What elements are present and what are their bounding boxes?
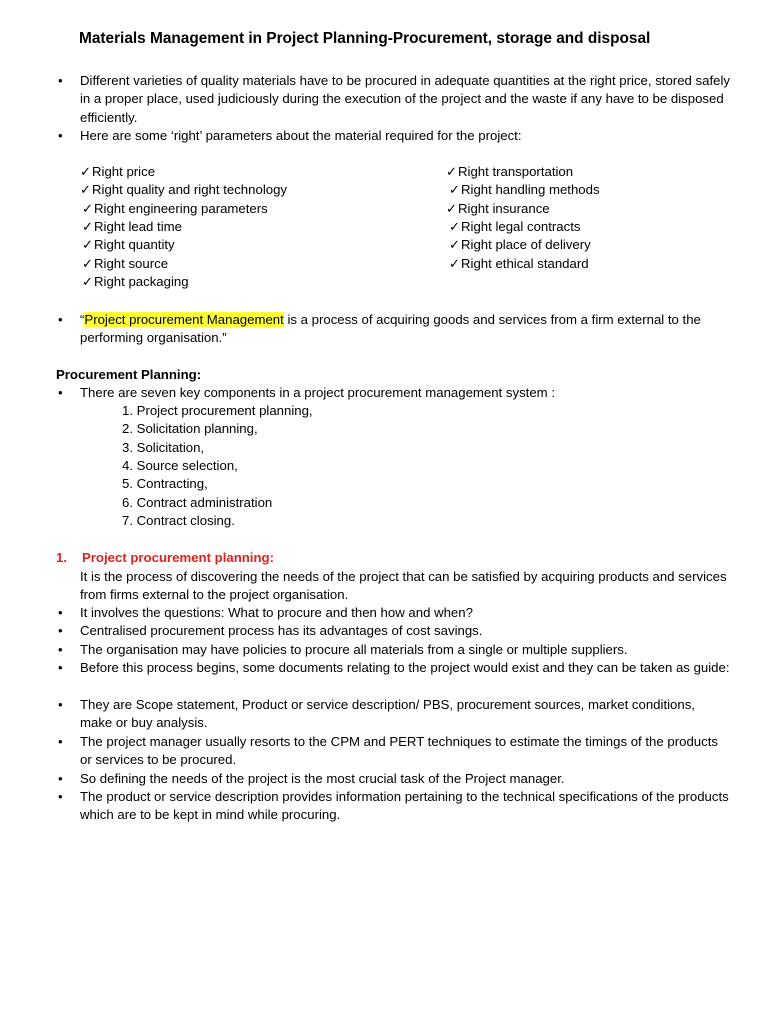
- check-item-label: Right legal contracts: [461, 218, 581, 234]
- intro-bullet-2: [58, 127, 730, 145]
- component-item: 6. Contract administration: [122, 494, 273, 510]
- component-item: 5. Contracting,: [122, 476, 208, 492]
- check-item: [449, 236, 591, 254]
- check-item-label: Right price: [92, 164, 156, 179]
- bullet-text: Centralised procurement process has its advantages of cost savings.: [80, 623, 483, 639]
- checkmark-icon: ✓: [82, 237, 94, 253]
- bullet-text: So defining the needs of the project is the most crucial task of the Project manager.: [80, 771, 565, 786]
- section-1-bullet: [58, 696, 730, 733]
- component-item: 3. Solicitation,: [122, 439, 205, 455]
- check-item-label: Right lead time: [94, 218, 182, 234]
- open-quote: “: [80, 312, 85, 327]
- bullet-text: It involves the questions: What to procure and then how and when?: [80, 605, 473, 620]
- definition-rest: is a process of acquiring goods and services from a firm external to the performing organisation.”: [80, 312, 701, 346]
- section-1-lead: It is the process of discovering the needs of the project that can be satisfied by acquiring products and services from firms external to the project organisation.: [80, 569, 727, 603]
- checkmark-icon: ✓: [82, 273, 94, 289]
- check-item-label: Right ethical standard: [461, 255, 589, 271]
- check-item-label: Right quantity: [94, 237, 175, 253]
- section-1-bullet: [58, 641, 730, 659]
- highlighted-term: Project procurement Management: [84, 312, 284, 327]
- checkmark-icon: ✓: [82, 218, 94, 234]
- bullet-icon: •: [58, 605, 63, 620]
- check-item: [449, 181, 600, 199]
- check-item-label: Right insurance: [458, 200, 550, 216]
- check-item-label: Right quality and right technology: [92, 182, 288, 198]
- section-1-bullet: [58, 733, 730, 770]
- checkmark-icon: ✓: [82, 200, 94, 216]
- checkmark-icon: ✓: [449, 218, 461, 234]
- section-1-bullet: [58, 788, 730, 825]
- bullet-text: The product or service description provides information pertaining to the technical specifications of the products which are to be kept in mind while procuring.: [80, 789, 729, 823]
- section-title: Project procurement planning:: [82, 550, 274, 565]
- check-item: [80, 163, 155, 181]
- bullet-icon: •: [58, 73, 63, 88]
- bullet-icon: •: [58, 641, 63, 657]
- bullet-text: They are Scope statement, Product or service description/ PBS, procurement sources, market conditions, make or buy analysis.: [80, 697, 695, 731]
- section-1-bullet: [58, 604, 730, 622]
- section-1-bullet: [58, 659, 730, 677]
- check-item: [82, 273, 189, 291]
- check-item: [80, 181, 287, 199]
- page-title: Materials Management in Project Planning-Procurement, storage and disposal: [79, 30, 651, 47]
- component-item: 7. Contract closing.: [122, 512, 235, 528]
- bullet-text: The project manager usually resorts to the CPM and PERT techniques to estimate the timings of the products or services to be procured.: [80, 734, 718, 768]
- component-item: 2. Solicitation planning,: [122, 421, 258, 437]
- bullet-text: The organisation may have policies to procure all materials from a single or multiple suppliers.: [80, 641, 628, 657]
- bullet-icon: •: [58, 128, 63, 143]
- check-item: [82, 218, 182, 236]
- checkmark-icon: ✓: [449, 237, 461, 253]
- bullet-icon: •: [58, 312, 63, 327]
- checkmark-icon: ✓: [449, 182, 461, 198]
- check-item-label: Right engineering parameters: [94, 200, 268, 216]
- check-item-label: Right place of delivery: [461, 237, 591, 253]
- check-item-label: Right transportation: [458, 164, 574, 179]
- bullet-text: Before this process begins, some documents relating to the project would exist and they can be taken as guide:: [80, 660, 730, 675]
- checkmark-icon: ✓: [446, 164, 458, 179]
- component-item: 4. Source selection,: [122, 457, 238, 473]
- section-number: 1.: [56, 550, 67, 565]
- bullet-text: There are seven key components in a project procurement management system :: [80, 385, 555, 400]
- section-1-bullet: [58, 622, 730, 640]
- bullet-text: Different varieties of quality materials have to be procured in adequate quantities at the right price, stored safely in a proper place, used judiciously during the execution of the project and the waste if any have to be disposed efficiently.: [80, 73, 730, 125]
- checkmark-icon: ✓: [80, 164, 92, 179]
- bullet-icon: •: [58, 771, 63, 786]
- check-item: [82, 255, 168, 273]
- components-intro-bullet: [58, 384, 730, 402]
- section-1-bullet: [58, 770, 730, 788]
- check-item-label: Right handling methods: [461, 182, 600, 198]
- section-1-heading: [56, 549, 274, 567]
- intro-bullet-1: [58, 72, 730, 127]
- check-item: [449, 255, 589, 273]
- bullet-text: Here are some ‘right’ parameters about the material required for the project:: [80, 128, 522, 143]
- bullet-icon: •: [58, 660, 63, 675]
- bullet-icon: •: [58, 623, 63, 639]
- bullet-icon: •: [58, 789, 63, 804]
- definition-bullet: [58, 311, 730, 348]
- checkmark-icon: ✓: [449, 255, 461, 271]
- check-item: [82, 236, 175, 254]
- check-item-label: Right packaging: [94, 273, 189, 289]
- check-item: [446, 163, 573, 181]
- check-item: [82, 200, 268, 218]
- checkmark-icon: ✓: [82, 255, 94, 271]
- bullet-icon: •: [58, 697, 63, 712]
- bullet-icon: •: [58, 385, 63, 400]
- bullet-icon: •: [58, 734, 63, 749]
- component-item: 1. Project procurement planning,: [122, 403, 313, 418]
- checkmark-icon: ✓: [80, 182, 92, 198]
- definition-text: [80, 311, 730, 348]
- check-item: [449, 218, 580, 236]
- checkmark-icon: ✓: [446, 200, 458, 216]
- procurement-planning-heading: Procurement Planning:: [56, 367, 202, 382]
- check-item: [446, 200, 550, 218]
- check-item-label: Right source: [94, 255, 169, 271]
